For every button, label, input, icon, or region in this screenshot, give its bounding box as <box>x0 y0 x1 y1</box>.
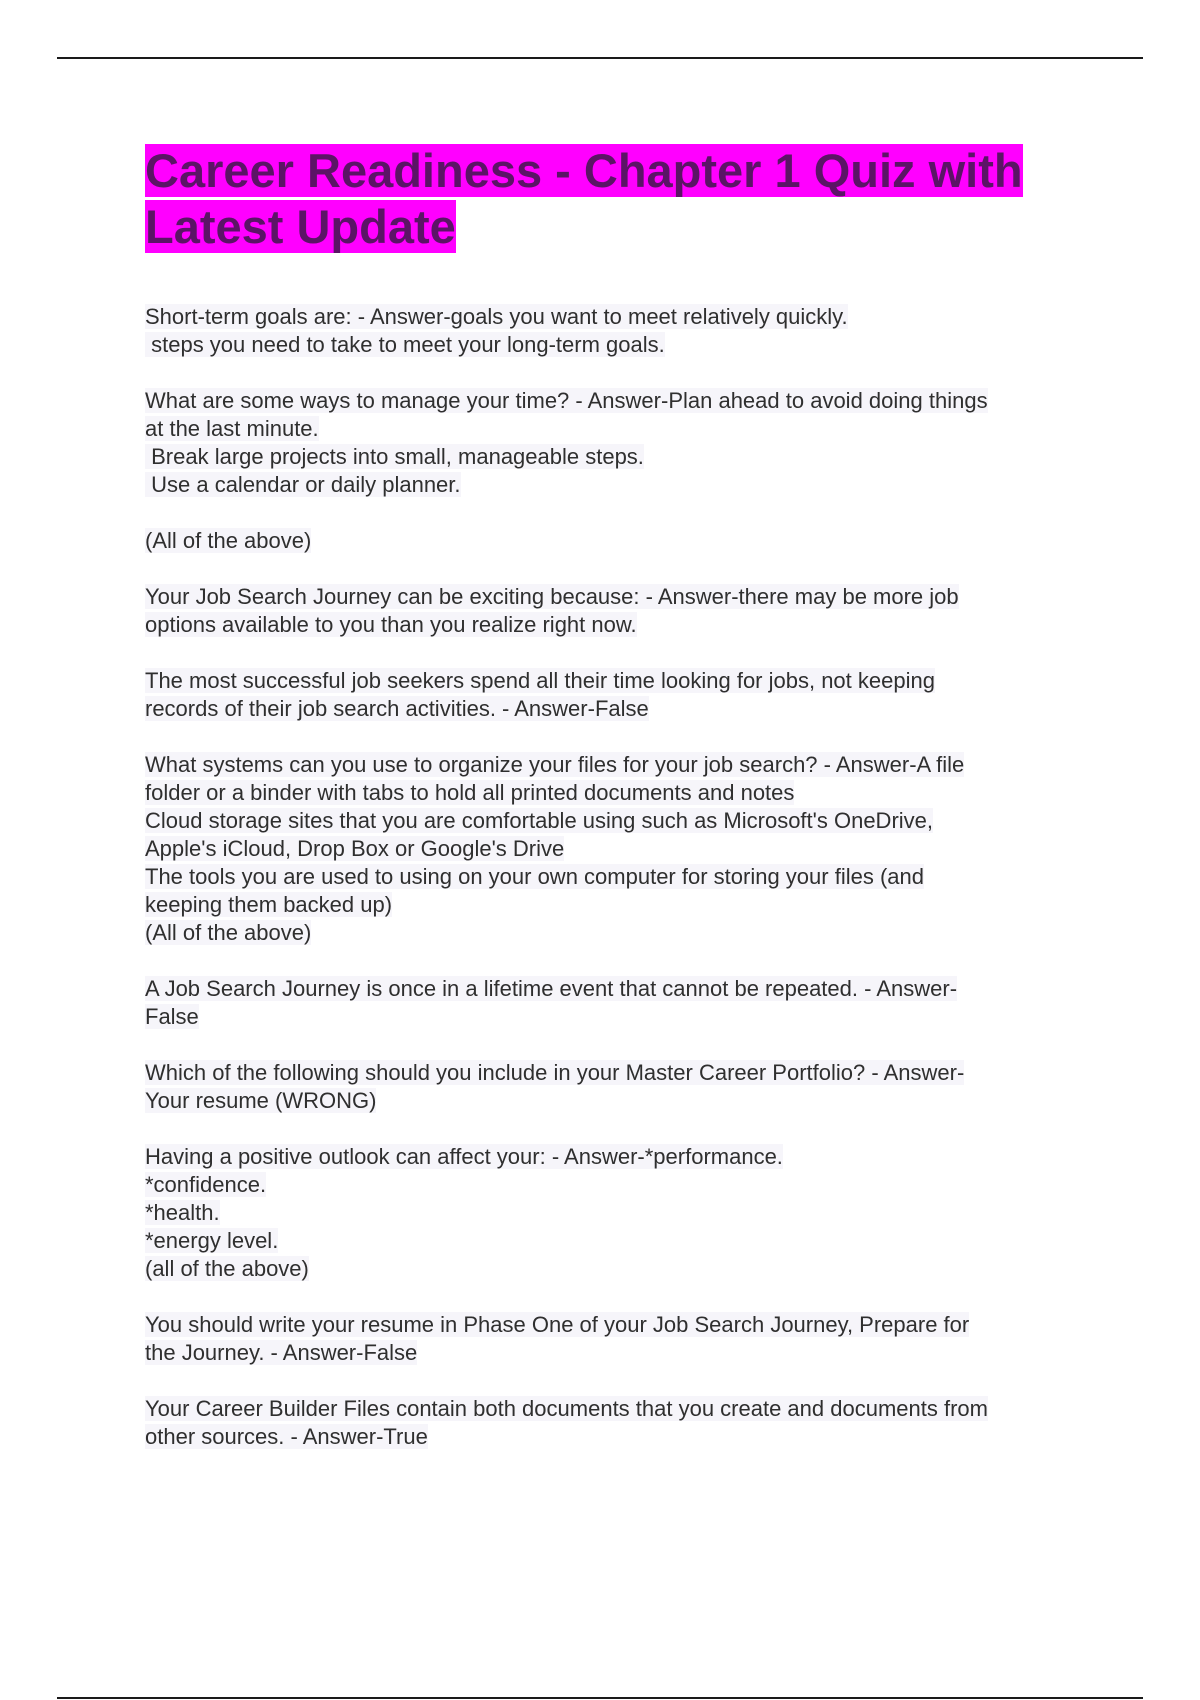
qa-line-text: False <box>145 1004 199 1029</box>
qa-entry <box>145 1311 1080 1367</box>
qa-line <box>145 779 1080 807</box>
document-title <box>145 143 1080 255</box>
qa-line-text: What are some ways to manage your time? - Answer-Plan ahead to avoid doing things <box>145 388 988 413</box>
qa-line-text: Use a calendar or daily planner. <box>145 472 461 497</box>
qa-line <box>145 331 1080 359</box>
qa-line-text: Your Career Builder Files contain both documents that you create and documents from <box>145 1396 988 1421</box>
qa-line <box>145 1003 1080 1031</box>
qa-line-text: keeping them backed up) <box>145 892 393 917</box>
qa-line-text: Break large projects into small, manageable steps. <box>145 444 644 469</box>
qa-line <box>145 583 1080 611</box>
qa-line <box>145 1255 1080 1283</box>
qa-entry <box>145 387 1080 499</box>
qa-line-text: at the last minute. <box>145 416 319 441</box>
footer-rule <box>57 1697 1143 1699</box>
qa-line-text: (All of the above) <box>145 528 312 553</box>
qa-line-text: *health. <box>145 1200 220 1225</box>
qa-line-text: other sources. - Answer-True <box>145 1424 428 1449</box>
qa-entry <box>145 667 1080 723</box>
qa-line-text: Having a positive outlook can affect your: - Answer-*performance. <box>145 1144 783 1169</box>
qa-line-text: steps you need to take to meet your long-term goals. <box>145 332 665 357</box>
qa-line-text: A Job Search Journey is once in a lifetime event that cannot be repeated. - Answer- <box>145 976 958 1001</box>
qa-line <box>145 807 1080 835</box>
qa-line <box>145 751 1080 779</box>
question-answer-list <box>145 303 1080 1451</box>
qa-line-text: Apple's iCloud, Drop Box or Google's Drive <box>145 836 565 861</box>
qa-line <box>145 975 1080 1003</box>
qa-line <box>145 1395 1080 1423</box>
qa-line-text: *energy level. <box>145 1228 279 1253</box>
qa-line <box>145 1199 1080 1227</box>
qa-line <box>145 387 1080 415</box>
qa-line <box>145 1143 1080 1171</box>
qa-line <box>145 695 1080 723</box>
qa-entry <box>145 1143 1080 1283</box>
qa-line <box>145 1087 1080 1115</box>
qa-line-text: Short-term goals are: - Answer-goals you want to meet relatively quickly. <box>145 304 848 329</box>
qa-line <box>145 1311 1080 1339</box>
qa-entry <box>145 751 1080 947</box>
qa-entry <box>145 583 1080 639</box>
title-line: Career Readiness - Chapter 1 Quiz with <box>145 144 1023 197</box>
qa-line-text: You should write your resume in Phase One of your Job Search Journey, Prepare for <box>145 1312 970 1337</box>
qa-line-text: the Journey. - Answer-False <box>145 1340 418 1365</box>
qa-line-text: Your Job Search Journey can be exciting because: - Answer-there may be more job <box>145 584 959 609</box>
qa-line-text: Your resume (WRONG) <box>145 1088 377 1113</box>
qa-line-text: Which of the following should you include in your Master Career Portfolio? - Answer- <box>145 1060 965 1085</box>
qa-line <box>145 1059 1080 1087</box>
qa-line <box>145 443 1080 471</box>
qa-line-text: *confidence. <box>145 1172 267 1197</box>
qa-line-text: (all of the above) <box>145 1256 309 1281</box>
qa-entry <box>145 1059 1080 1115</box>
qa-line <box>145 611 1080 639</box>
qa-entry <box>145 527 1080 555</box>
qa-line-text: records of their job search activities. - Answer-False <box>145 696 649 721</box>
qa-line-text: Cloud storage sites that you are comfortable using such as Microsoft's OneDrive, <box>145 808 934 833</box>
qa-entry <box>145 1395 1080 1451</box>
qa-line-text: folder or a binder with tabs to hold all printed documents and notes <box>145 780 795 805</box>
qa-line-text: options available to you than you realize right now. <box>145 612 637 637</box>
qa-line <box>145 471 1080 499</box>
qa-line <box>145 835 1080 863</box>
qa-line-text: The most successful job seekers spend all their time looking for jobs, not keeping <box>145 668 935 693</box>
qa-entry <box>145 975 1080 1031</box>
qa-line <box>145 1171 1080 1199</box>
qa-line <box>145 1227 1080 1255</box>
qa-line-text: The tools you are used to using on your own computer for storing your files (and <box>145 864 924 889</box>
qa-line <box>145 919 1080 947</box>
qa-entry <box>145 303 1080 359</box>
qa-line <box>145 415 1080 443</box>
qa-line <box>145 891 1080 919</box>
title-line: Latest Update <box>145 200 456 253</box>
qa-line <box>145 527 1080 555</box>
qa-line <box>145 667 1080 695</box>
qa-line <box>145 303 1080 331</box>
document-content <box>145 143 1080 1479</box>
qa-line <box>145 1423 1080 1451</box>
header-rule <box>57 57 1143 59</box>
qa-line-text: What systems can you use to organize your files for your job search? - Answer-A file <box>145 752 965 777</box>
qa-line <box>145 863 1080 891</box>
qa-line <box>145 1339 1080 1367</box>
qa-line-text: (All of the above) <box>145 920 312 945</box>
